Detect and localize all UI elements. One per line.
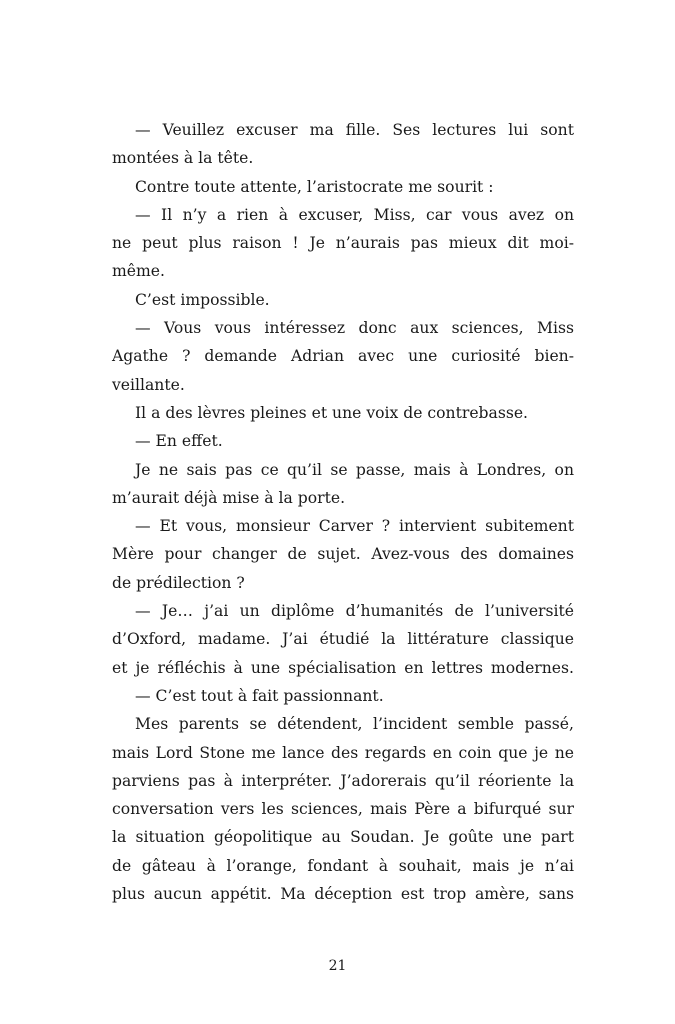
- text-line: Contre toute attente, l’aristocrate me sourit :: [135, 177, 494, 196]
- text-line: — Vous vous intéressez donc aux sciences, Miss: [135, 319, 574, 338]
- text-line: et je réfléchis à une spécialisation en lettres modernes.: [112, 658, 574, 677]
- text-line: de prédilection ?: [112, 573, 245, 592]
- text-line: m’aurait déjà mise à la porte.: [112, 488, 346, 507]
- text-line: mais Lord Stone me lance des regards en coin que je ne: [112, 743, 574, 762]
- text-line: Mes parents se détendent, l’incident semble passé,: [135, 715, 574, 734]
- text-line: — Veuillez excuser ma fille. Ses lectures lui sont: [135, 121, 574, 139]
- text-line: — Et vous, monsieur Carver ? intervient subitement: [135, 517, 574, 536]
- text-line: de gâteau à l’orange, fondant à souhait, mais je n’ai: [112, 856, 574, 875]
- text-line: la situation géopolitique au Soudan. Je goûte une part: [112, 828, 574, 847]
- text-line: montées à la tête.: [112, 149, 254, 168]
- text-line: Je ne sais pas ce qu’il se passe, mais à Londres, on: [135, 460, 574, 479]
- text-line: conversation vers les sciences, mais Père a bifurqué sur: [112, 800, 574, 819]
- text-line: parviens pas à interpréter. J’adorerais qu’il réoriente la: [112, 771, 574, 790]
- text-line: C’est impossible.: [135, 290, 270, 309]
- body-text: [112, 116, 574, 908]
- page-number: 21: [328, 958, 347, 974]
- text-line: — Il n’y a rien à excuser, Miss, car vous avez on: [135, 205, 574, 224]
- text-line: — En effet.: [135, 432, 223, 451]
- text-line: Il a des lèvres pleines et une voix de contrebasse.: [135, 403, 529, 422]
- text-line: plus aucun appétit. Ma déception est trop amère, sans: [112, 885, 574, 904]
- text-line: Mère pour changer de sujet. Avez-vous des domaines: [112, 545, 574, 564]
- text-line: même.: [112, 262, 165, 281]
- text-line: veillante.: [112, 375, 185, 394]
- text-line: d’Oxford, madame. J’ai étudié la littérature classique: [112, 630, 574, 649]
- text-line: — Je… j’ai un diplôme d’humanités de l’université: [135, 602, 574, 621]
- text-line: ne peut plus raison ! Je n’aurais pas mieux dit moi-: [112, 234, 574, 253]
- text-line: — C’est tout à fait passionnant.: [135, 686, 384, 705]
- text-line: Agathe ? demande Adrian avec une curiosité bien-: [112, 347, 574, 366]
